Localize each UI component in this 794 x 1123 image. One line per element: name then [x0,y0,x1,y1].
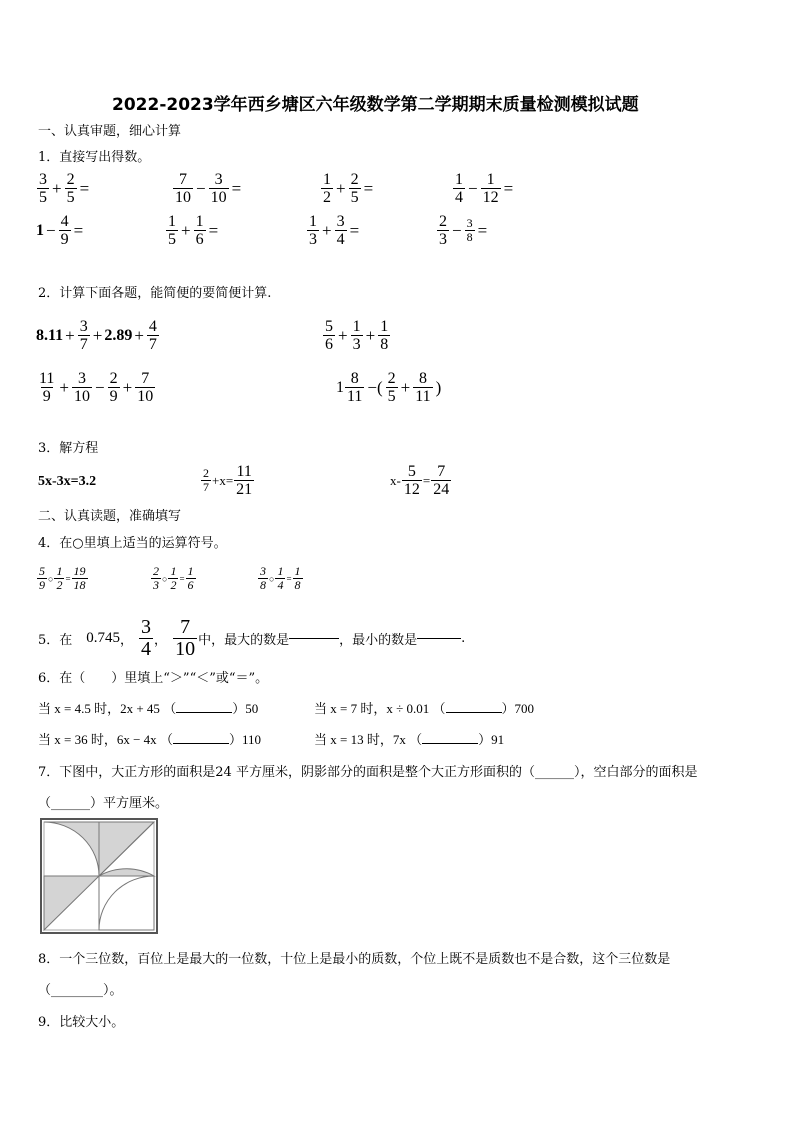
question-5: 5．在 0.745 ， $\frac{3}{4}$ ， $\frac{7}{10}$ 中，最大的数是 ，最小的数是 . [38,616,466,660]
question-7-label-cont: （______）平方厘米。 [38,796,169,811]
question-8-label: 8．一个三位数，百位上是最大的一位数，十位上是最小的质数，个位上既不是质数也不是合数，这个三位数是 [38,952,671,967]
q5-blank-max[interactable] [289,638,339,639]
q6-row-1b: 当 x = 7 时，x ÷ 0.01 （ ）700 [314,701,535,716]
q3-equation-2: $\frac{2}{7}$ +x= $\frac{11}{21}$ [203,463,253,498]
q6-row-2a: 当 x = 36 时，6x − 4x （ ）110 [38,732,261,747]
q4-item-3: $\frac{3}{8}$ ○ $\frac{1}{4}$ = $\frac{1}{8}$ [260,564,301,592]
q1-item-7: $\frac{1}{3}$ + $\frac{3}{4}$ = [309,213,360,248]
q1-item-1: $\frac{3}{5}$ + $\frac{2}{5}$ = [39,171,90,206]
q3-equation-3: x- $\frac{5}{12}$ = $\frac{7}{24}$ [390,463,450,498]
q6-blank-2[interactable] [446,712,502,713]
question-7-label: 7．下图中，大正方形的面积是24 平方厘米，阴影部分的面积是整个大正方形面积的（______），空白部分的面积是 [38,765,698,780]
question-4-label: 4．在○里填上适当的运算符号。 [38,536,227,551]
question-8-label-cont: （________）。 [38,983,123,998]
question-6-label: 6．在（ ）里填上“＞”“＜”或“＝”。 [38,671,269,686]
question-3-label: 3．解方程 [38,441,99,456]
square-figure [40,818,158,938]
q2-expr-3: $\frac{11}{9}$ + $\frac{3}{10}$ − $\frac{2}{9}$ + $\frac{7}{10}$ [39,370,154,405]
q1-item-4: $\frac{1}{4}$ − $\frac{1}{12}$ = [455,171,514,206]
q6-blank-3[interactable] [173,743,229,744]
q2-expr-1: 8.11 + $\frac{3}{7}$ + 2.89 + $\frac{4}{7}$ [36,318,157,353]
q4-item-1: $\frac{5}{9}$ ○ $\frac{1}{2}$ = $\frac{19}{18}$ [39,564,86,592]
q5-blank-min[interactable] [417,638,461,639]
q4-item-2: $\frac{2}{3}$ ○ $\frac{1}{2}$ = $\frac{1}{6}$ [153,564,194,592]
question-9-label: 9．比较大小。 [38,1015,125,1030]
q2-expr-4: 1 $\frac{8}{11}$ −( $\frac{2}{5}$ + $\frac{8}{11}$ ) [336,370,442,405]
section-heading-2: 二、认真读题，准确填写 [38,509,182,524]
q6-blank-1[interactable] [176,712,232,713]
q6-row-2b: 当 x = 13 时，7x （ ）91 [314,732,505,747]
page-title: 2022-2023学年西乡塘区六年级数学第二学期期末质量检测模拟试题 [112,95,639,115]
q1-item-2: $\frac{7}{10}$ − $\frac{3}{10}$ = [175,171,242,206]
q2-expr-2: $\frac{5}{6}$ + $\frac{1}{3}$ + $\frac{1}{8}$ [325,318,389,353]
question-2-label: 2．计算下面各题，能简便的要简便计算. [38,286,272,301]
q1-item-8: $\frac{2}{3}$ − $\frac{3}{8}$ = [439,213,488,248]
q1-item-5: 1 − $\frac{4}{9}$ = [36,213,84,248]
section-heading-1: 一、认真审题，细心计算 [38,124,182,139]
q6-row-1a: 当 x = 4.5 时，2x + 45 （ ）50 [38,701,259,716]
q6-blank-4[interactable] [422,743,478,744]
q1-item-6: $\frac{1}{5}$ + $\frac{1}{6}$ = [168,213,219,248]
q1-item-3: $\frac{1}{2}$ + $\frac{2}{5}$ = [323,171,374,206]
question-1-label: 1．直接写出得数。 [38,150,151,165]
q3-equation-1: 5x-3x=3.2 [38,474,97,489]
